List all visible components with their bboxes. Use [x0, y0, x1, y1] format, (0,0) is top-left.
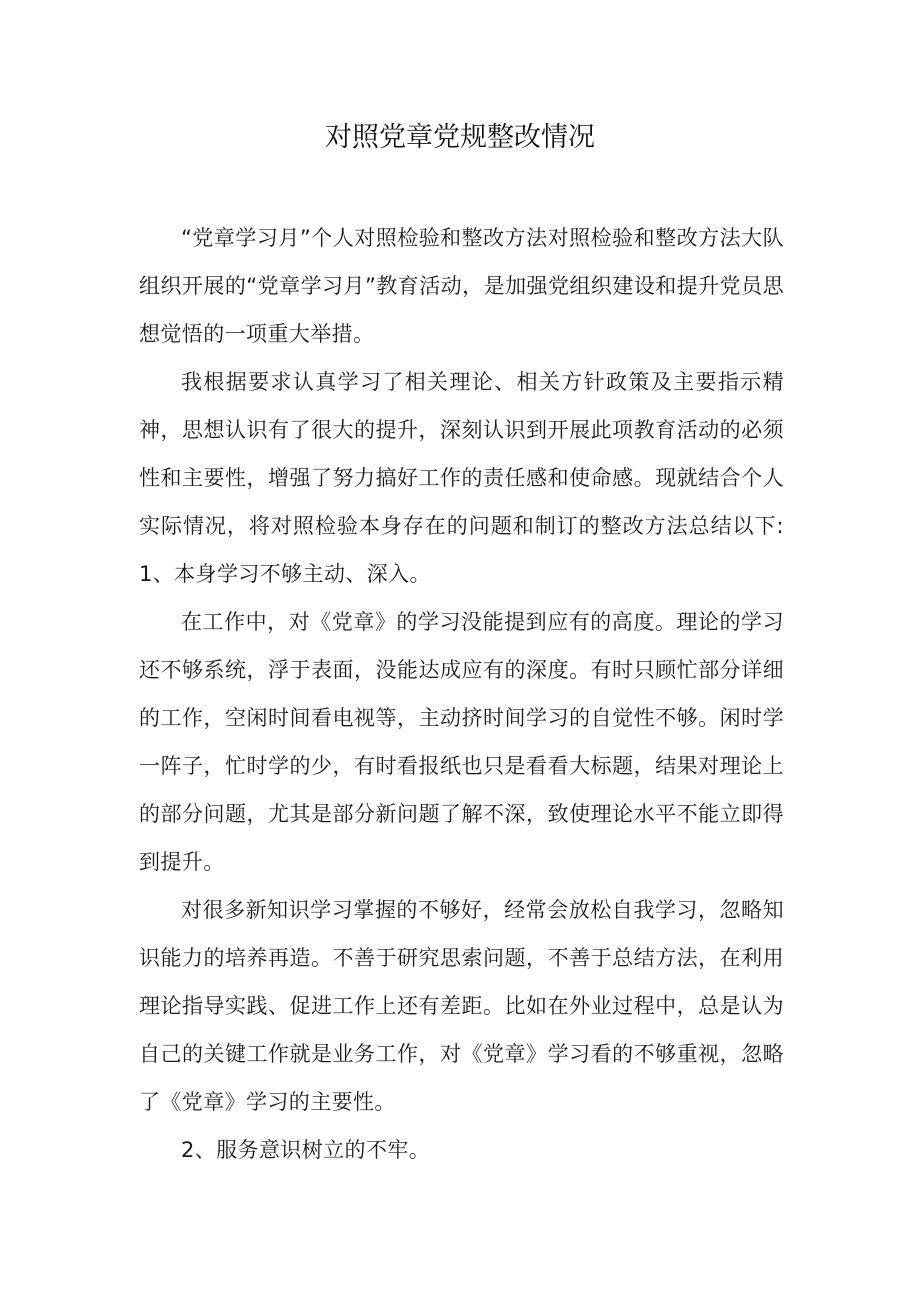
- document-title: 对照党章党规整改情况: [325, 122, 595, 153]
- paragraph-4: 对很多新知识学习掌握的不够好，经常会放松自我学习，忽略知识能力的培养再造。不善于研究思索问题，不善于总结方法，在利用理论指导实践、促进工作上还有差距。比如在外业过程中，总是认为自己的关键工作就是业务工作，对《党章》学习看的不够重视，忽略了《党章》学习的主要性。: [139, 898, 784, 1114]
- document-body: [139, 214, 784, 1174]
- paragraph-1: “党章学习月”个人对照检验和整改方法对照检验和整改方法大队组织开展的“党章学习月”教育活动，是加强党组织建设和提升党员思想觉悟的一项重大举措。: [139, 226, 784, 346]
- paragraph-3: 在工作中，对《党章》的学习没能提到应有的高度。理论的学习还不够系统，浮于表面，没能达成应有的深度。有时只顾忙部分详细的工作，空闲时间看电视等，主动挤时间学习的自觉性不够。闲时学一阵子，忙时学的少，有时看报纸也只是看看大标题，结果对理论上的部分问题，尤其是部分新问题了解不深，致使理论水平不能立即得到提升。: [139, 610, 784, 874]
- paragraph-2: 我根据要求认真学习了相关理论、相关方针政策及主要指示精神，思想认识有了很大的提升，深刻认识到开展此项教育活动的必须性和主要性，增强了努力搞好工作的责任感和使命感。现就结合个人实际情况，将对照检验本身存在的问题和制订的整改方法总结以下:1、本身学习不够主动、深入。: [139, 370, 784, 586]
- paragraph-5: 2、服务意识树立的不牢。: [181, 1138, 431, 1162]
